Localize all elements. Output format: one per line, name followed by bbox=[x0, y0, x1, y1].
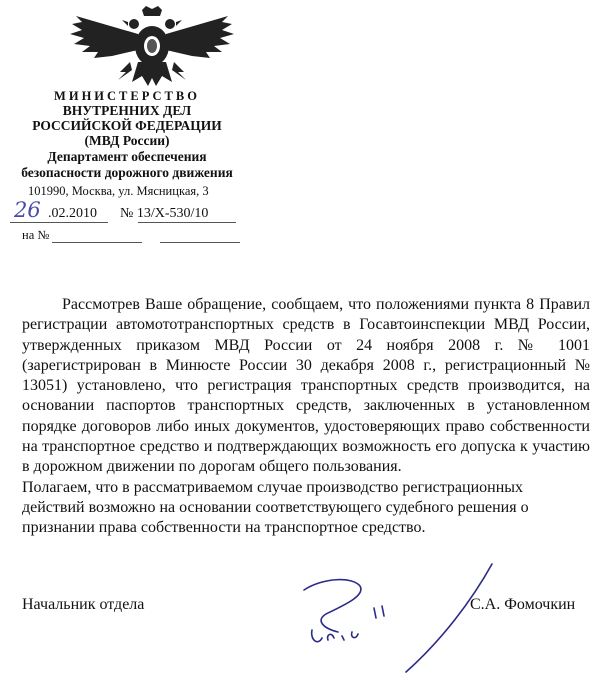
reference-underline-1 bbox=[52, 242, 142, 243]
date-number-line bbox=[10, 198, 250, 224]
address: 101990, Москва, ул. Мясницкая, 3 bbox=[28, 184, 209, 198]
body-paragraph-2-line2: действий возможно на основании соответствующего судебного решения о bbox=[22, 498, 529, 516]
ministry-short-name: (МВД России) bbox=[84, 133, 170, 148]
ministry-name-line3: РОССИЙСКОЙ ФЕДЕРАЦИИ bbox=[32, 118, 222, 133]
letter-number: № 13/Х-530/10 bbox=[120, 206, 209, 221]
letter-body bbox=[22, 295, 590, 539]
signer-title: Начальник отдела bbox=[22, 596, 145, 613]
handwritten-date: 26 bbox=[14, 198, 41, 222]
body-paragraph-1: Рассмотрев Ваше обращение, сообщаем, что положениями пункта 8 Правил регистрации автомототранспортных средств в Госавтоинспекции МВД России, утвержденных приказом МВД России от 24 ноября 2008 г. № 1001 (зарегистрирован в Минюсте России 30 декабря 2008 г., регистрационный № 13051) установлено, что регистрация транспортных средств производится, на основании паспортов транспортных средств, заключенных в установленном порядке договоров либо иных документов, удостоверяющих право собственности на транспортное средство и подтверждающих возможность его допуска к участию в дорожном движении по дорогам общего пользования. bbox=[22, 296, 590, 476]
reference-underline-2 bbox=[160, 242, 240, 243]
double-headed-eagle-icon bbox=[68, 6, 236, 90]
number-underline bbox=[138, 222, 236, 223]
department-line1: Департамент обеспечения bbox=[47, 149, 207, 164]
reference-line bbox=[22, 228, 252, 248]
ministry-name-line1: МИНИСТЕРСТВО bbox=[54, 89, 200, 103]
department-line2: безопасности дорожного движения bbox=[21, 165, 233, 180]
ministry-name-line2: ВНУТРЕННИХ ДЕЛ bbox=[62, 103, 192, 118]
printed-date: .02.2010 bbox=[48, 206, 97, 221]
signer-name: С.А. Фомочкин bbox=[470, 596, 576, 613]
handwritten-signature bbox=[282, 560, 502, 675]
date-underline bbox=[10, 222, 108, 223]
reference-label: на № bbox=[22, 228, 50, 242]
body-paragraph-2-line3: признании права собственности на транспортное средство. bbox=[22, 519, 426, 537]
body-paragraph-2-line1: Полагаем, что в рассматриваемом случае производство регистрационных bbox=[22, 478, 524, 496]
